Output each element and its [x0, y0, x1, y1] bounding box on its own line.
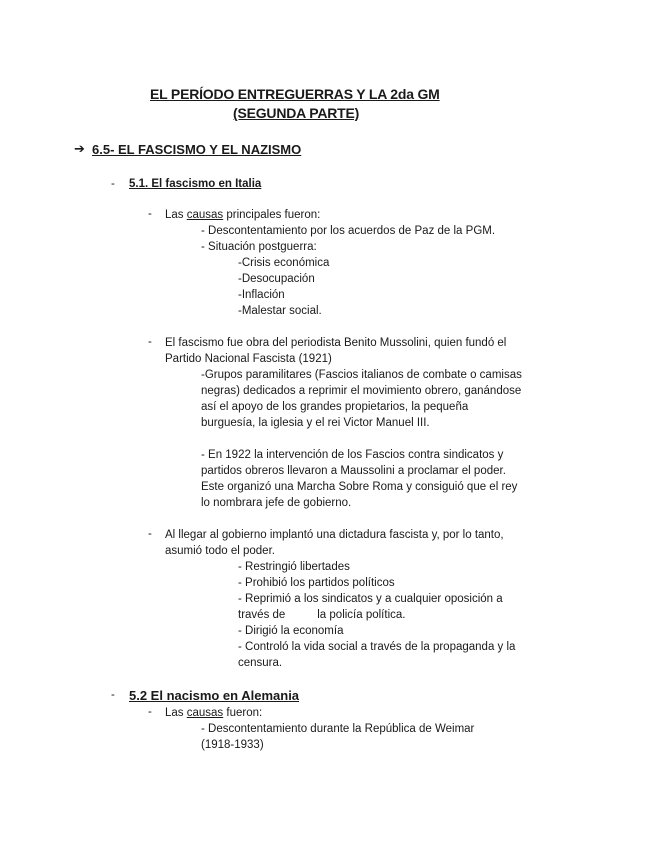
list-item: censura. — [238, 657, 283, 669]
paragraph-line: lo nombrara jefe de gobierno. — [201, 497, 352, 509]
paragraph-line: burguesía, la iglesia y el rei Victor Manuel III. — [201, 417, 430, 429]
text: principales fueron: — [223, 209, 321, 221]
paragraph-line: - En 1922 la intervención de los Fascios contra sindicatos y — [201, 449, 504, 461]
causas-underlined: causas — [186, 209, 224, 221]
list-item: -Inflación — [238, 289, 285, 301]
list-bullet: - — [111, 178, 115, 190]
arrow-right-icon: ➔ — [74, 141, 85, 156]
list-item: - Prohibió los partidos políticos — [238, 577, 395, 589]
list-item: - Situación postguerra: — [201, 241, 317, 253]
text: Las — [165, 209, 187, 221]
list-item: - Dirigió la economía — [238, 625, 344, 637]
list-item: -Malestar social. — [238, 305, 322, 317]
list-item: - Descontentamiento por los acuerdos de Paz de la PGM. — [201, 225, 496, 237]
causas-underlined: causas — [186, 707, 224, 719]
list-bullet: - — [111, 689, 115, 701]
page-subtitle: (SEGUNDA PARTE) — [233, 105, 360, 121]
causas-intro — [165, 705, 262, 721]
paragraph-line: -Grupos paramilitares (Fascios italianos de combate o camisas — [201, 369, 522, 381]
section-heading: 6.5- EL FASCISMO Y EL NAZISMO — [92, 142, 302, 157]
text: Las — [165, 707, 187, 719]
list-bullet: - — [148, 528, 152, 540]
list-item: -Crisis económica — [238, 257, 330, 269]
subsection-heading-alemania: 5.2 El nacismo en Alemania — [129, 688, 300, 703]
paragraph-line: partidos obreros llevaron a Maussolini a proclamar el poder. — [201, 465, 506, 477]
list-item: - Controló la vida social a través de la propaganda y la — [238, 641, 516, 653]
paragraph-line: negras) dedicados a reprimir el movimiento obrero, ganándose — [201, 385, 522, 397]
paragraph-line: Partido Nacional Fascista (1921) — [165, 353, 332, 365]
list-bullet: - — [148, 208, 152, 220]
list-item: - Reprimió a los sindicatos y a cualquier oposición a — [238, 593, 503, 605]
subsection-heading-italia: 5.1. El fascismo en Italia — [129, 178, 262, 190]
paragraph-line: Al llegar al gobierno implantó una dictadura fascista y, por lo tanto, — [165, 529, 504, 541]
list-item: - Descontentamiento durante la República de Weimar — [201, 723, 475, 735]
list-bullet: - — [148, 336, 152, 348]
causas-intro — [165, 207, 320, 223]
list-item: través de la policía política. — [238, 609, 406, 621]
paragraph-line: así el apoyo de los grandes propietarios, la pequeña — [201, 401, 469, 413]
paragraph-line: El fascismo fue obra del periodista Benito Mussolini, quien fundó el — [165, 337, 507, 349]
list-item: (1918-1933) — [201, 739, 264, 751]
page-title: EL PERÍODO ENTREGUERRAS Y LA 2da GM — [150, 86, 440, 102]
list-bullet: - — [148, 706, 152, 718]
list-item: -Desocupación — [238, 273, 315, 285]
list-item: - Restringió libertades — [238, 561, 350, 573]
paragraph-line: Este organizó una Marcha Sobre Roma y consiguió que el rey — [201, 481, 518, 493]
paragraph-line: asumió todo el poder. — [165, 545, 275, 557]
text: fueron: — [223, 707, 263, 719]
